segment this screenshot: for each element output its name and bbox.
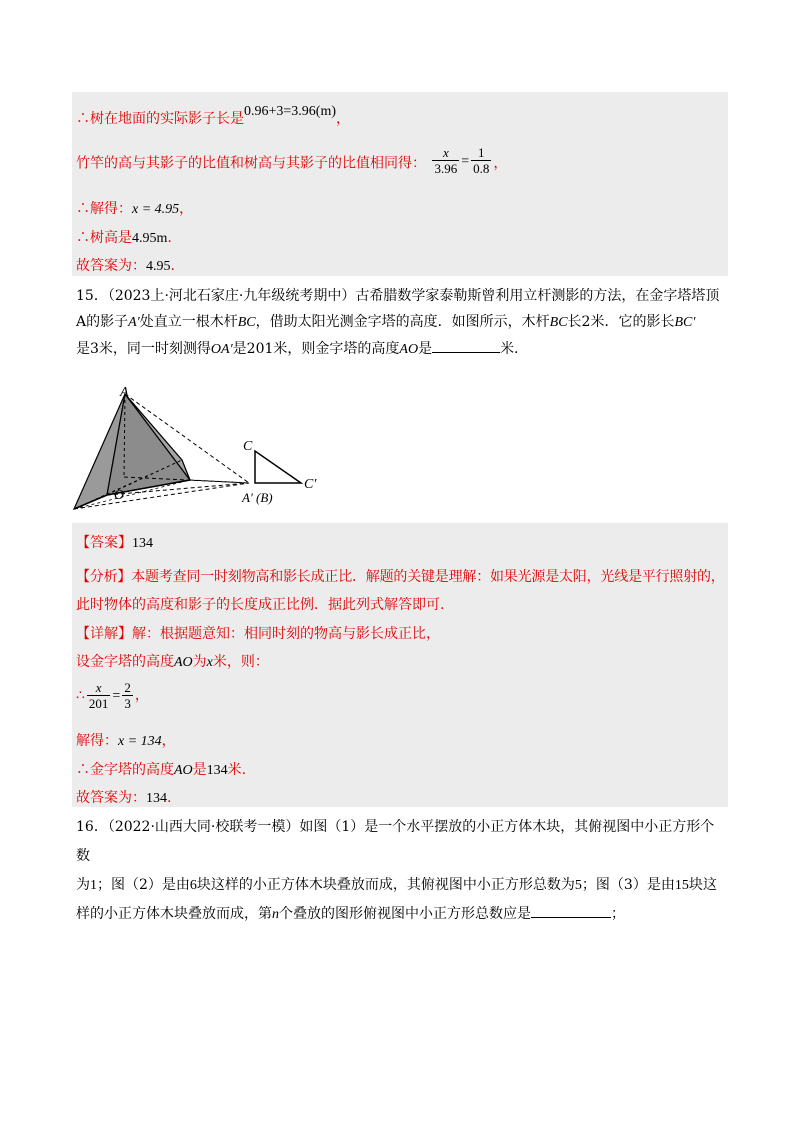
solution-line-3: ∴解得：x = 4.95，	[76, 201, 194, 217]
q15-line-3: 是3米，同一时刻测得OA′是201米，则金字塔的高度AO是 米.	[76, 341, 519, 357]
label-A: A	[120, 385, 129, 400]
analysis-line-2: 此时物体的高度和影子的长度成正比例．据此列式解答即可.	[76, 597, 445, 613]
solution-line-1: ∴树在地面的实际影子长是0.96+3=3.96(m)，	[76, 104, 351, 127]
equation-line: ∴ $\frac{x}{201}$ = $\frac{2}{3}$ ，	[76, 680, 149, 711]
q15-line-2: A的影子A′处直立一根木杆BC，借助太阳光测金字塔的高度．如图所示，木杆BC长2米．它的影长BC′	[76, 314, 696, 330]
final-answer-line: 故答案为：134.	[76, 790, 172, 806]
solution-line-5: 故答案为：4.95.	[76, 258, 175, 274]
solution-line-4: ∴树高是4.95m.	[76, 230, 172, 246]
label-C: C	[243, 439, 253, 454]
math-expression: 0.96+3=3.96(m)	[244, 104, 337, 119]
q16-line-3: 样的小正方体木块叠放而成，第n个叠放的图形俯视图中小正方形总数应是 ；	[76, 906, 625, 922]
label-O: O	[114, 488, 125, 503]
label-C-prime: C′	[304, 477, 317, 492]
solution-line-2: 竹竿的高与其影子的比值和树高与其影子的比值相同得： $\frac{x}{3.96}$ = $\frac{1}{0.8}$ ，	[76, 145, 508, 176]
q16-line-1: 16．（2022·山西大同·校联考一模）如图（1）是一个水平摆放的小正方体木块，其俯视图中小正方形个数	[76, 819, 715, 864]
label-A-prime-B: A′ (B)	[242, 490, 273, 505]
q15-line-1: 15．（2023上·河北石家庄·九年级统考期中）古希腊数学家泰勒斯曾利用立杆测影的方法，在金字塔塔顶	[76, 288, 720, 304]
fraction-x-over-201: $\frac{x}{201}$	[88, 680, 109, 711]
question-15	[76, 283, 726, 363]
solve-line: 解得：x = 134，	[76, 733, 176, 749]
detail-line: 【详解】解：根据题意知：相同时刻的物高与影长成正比，	[76, 626, 440, 642]
answer-line: 【答案】134	[76, 535, 153, 551]
pyramid-figure	[66, 382, 336, 518]
pole-triangle	[255, 451, 301, 483]
question-16	[76, 813, 726, 929]
analysis-line-1: 【分析】本题考查同一时刻物高和影长成正比．解题的关键是理解：如果光源是太阳，光线是平行照射的，	[76, 569, 725, 585]
answer-blank	[432, 340, 500, 353]
fraction-2-over-3: $\frac{2}{3}$	[124, 680, 131, 711]
fraction-x-over-396: $\frac{x}{3.96}$	[434, 145, 458, 176]
fraction-1-over-08: $\frac{1}{0.8}$	[473, 145, 490, 176]
setup-line: 设金字塔的高度AO为x米，则：	[76, 654, 269, 670]
answer-blank	[531, 905, 611, 918]
q16-line-2: 为1；图（2）是由6块这样的小正方体木块叠放而成，其俯视图中小正方形总数为5；图（3）是由15块这	[76, 877, 717, 893]
conclusion-line: ∴金字塔的高度AO是134米.	[76, 762, 247, 778]
